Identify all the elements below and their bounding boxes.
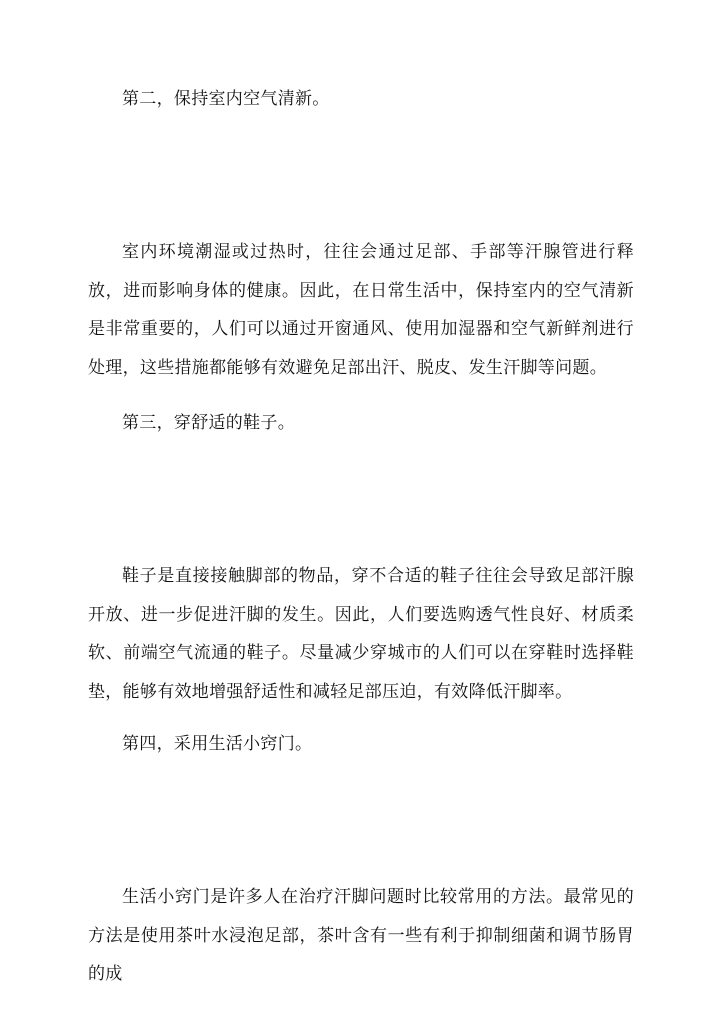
body-paragraph-shoes: 鞋子是直接接触脚部的物品，穿不合适的鞋子往往会导致足部汗腺开放、进一步促进汗脚的发生。因此，人们要选购透气性良好、材质柔软、前端空气流通的鞋子。尽量减少穿城市的人们可以在穿鞋时选择鞋垫，能够有效地增强舒适性和减轻足部压迫，有效降低汗脚率。 bbox=[88, 566, 634, 702]
heading-paragraph-4: 第四，采用生活小窍门。 bbox=[122, 734, 313, 754]
heading-paragraph-2: 第二，保持室内空气清新。 bbox=[122, 89, 330, 109]
heading-paragraph-3: 第三，穿舒适的鞋子。 bbox=[122, 413, 295, 433]
body-paragraph-tips: 生活小窍门是许多人在治疗汗脚问题时比较常用的方法。最常见的方法是使用茶叶水浸泡足部，茶叶含有一些有利于抑制细菌和调节肠胃的成 bbox=[88, 887, 634, 984]
body-paragraph-indoor-air: 室内环境潮湿或过热时，往往会通过足部、手部等汗腺管进行释放，进而影响身体的健康。因此，在日常生活中，保持室内的空气清新是非常重要的，人们可以通过开窗通风、使用加湿器和空气新鲜剂进行处理，这些措施都能够有效避免足部出汗、脱皮、发生汗脚等问题。 bbox=[88, 242, 634, 378]
